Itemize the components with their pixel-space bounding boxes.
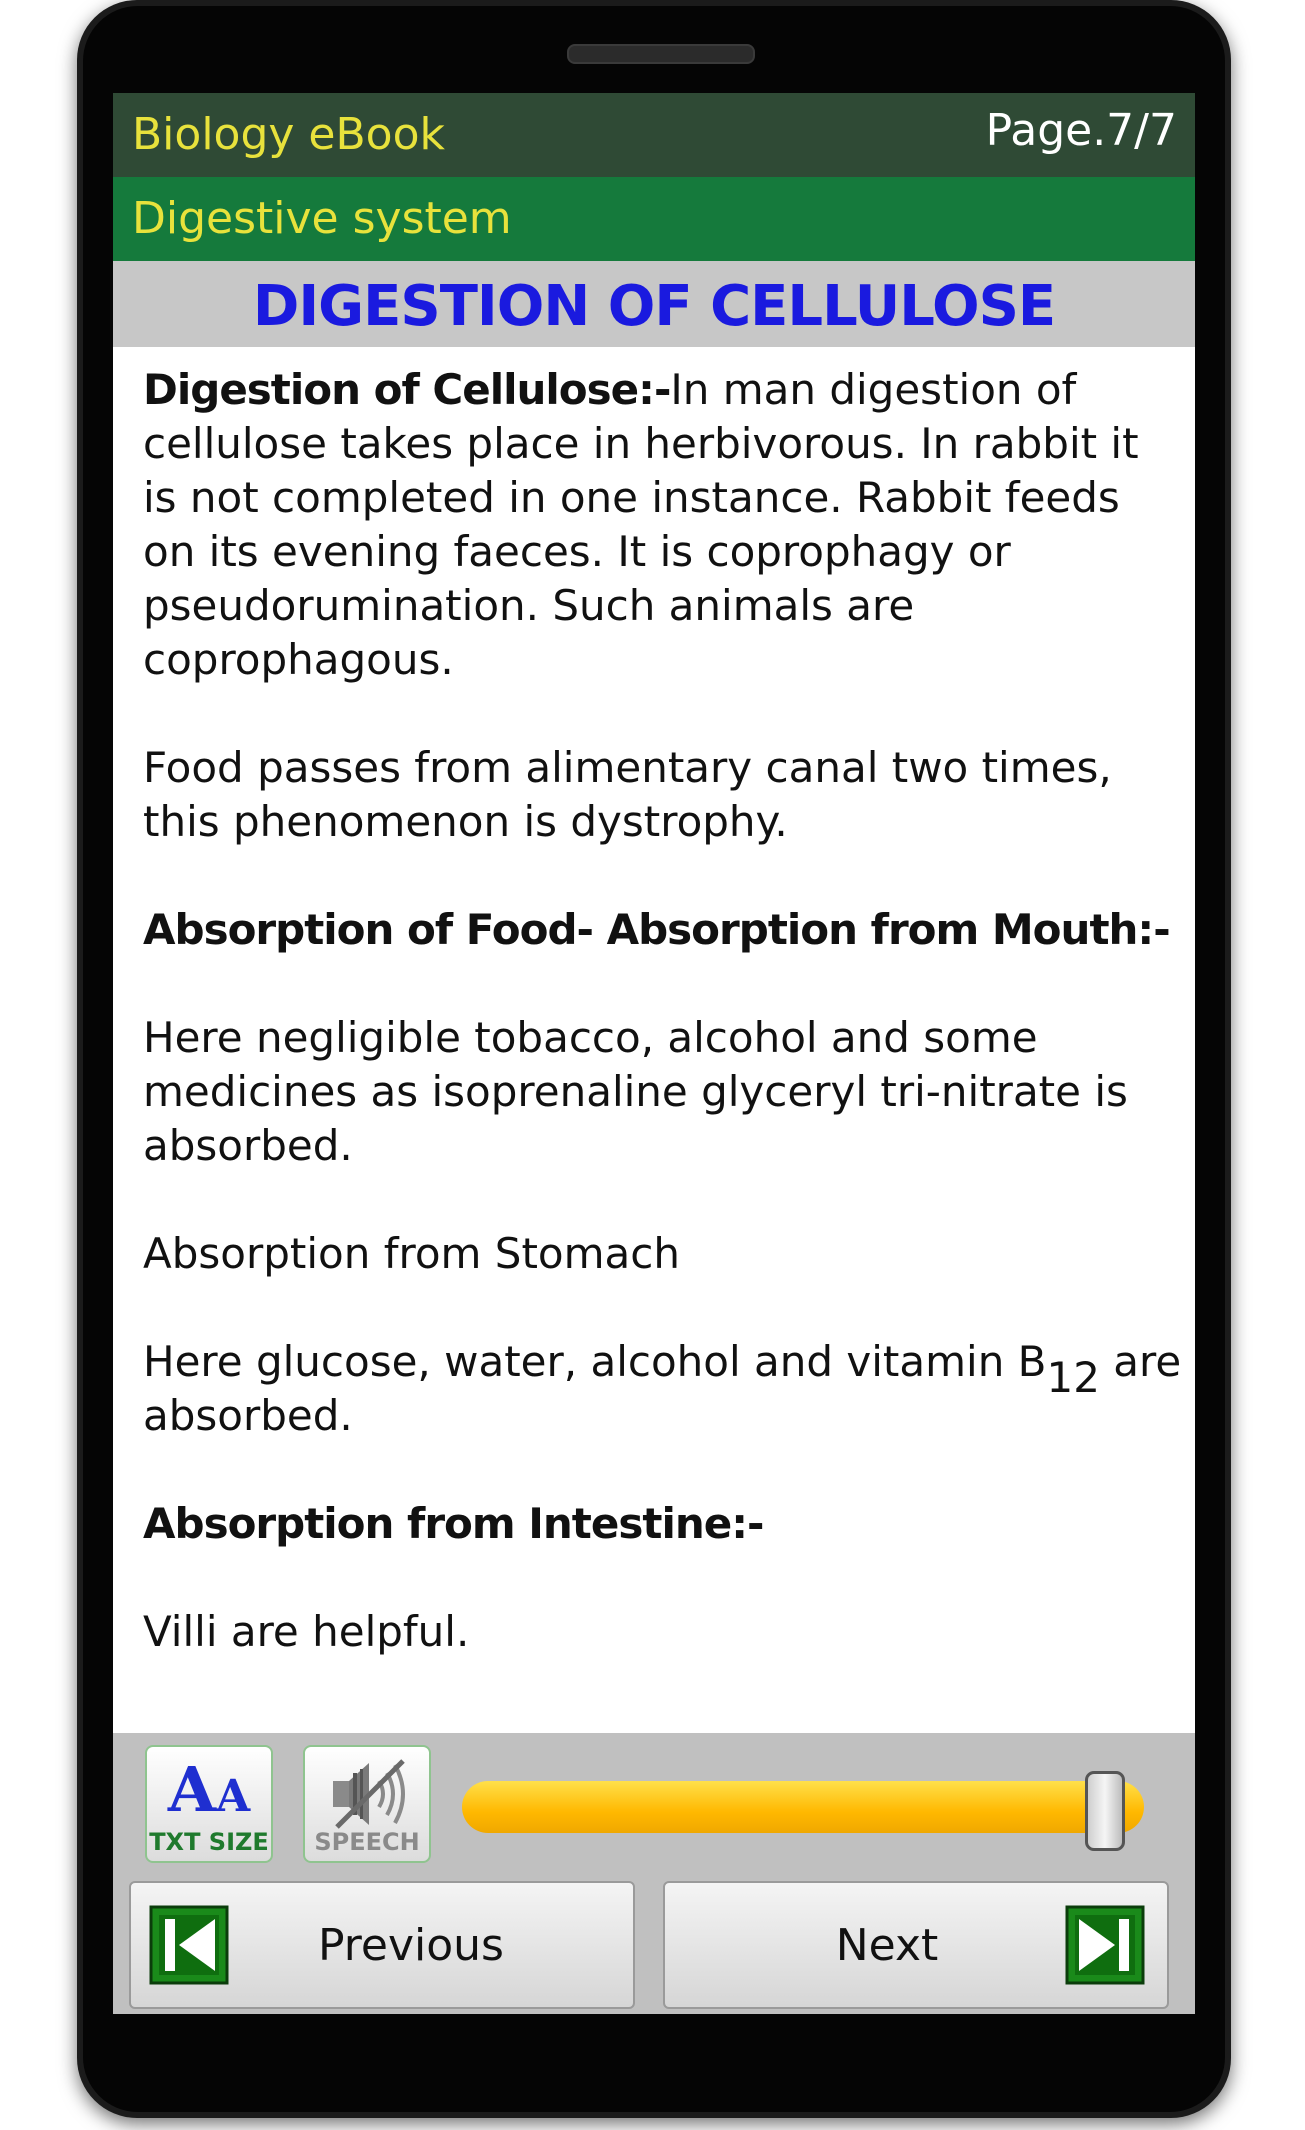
next-label: Next bbox=[835, 1920, 939, 1971]
page-indicator: Page.7/7 bbox=[985, 105, 1177, 156]
absorption-intestine-heading: Absorption from Intestine:- bbox=[143, 1499, 764, 1548]
text-size-icon: AA bbox=[167, 1753, 251, 1826]
stomach-text: Here glucose, water, alcohol and vitamin B bbox=[143, 1337, 1047, 1386]
slider-track[interactable] bbox=[462, 1781, 1144, 1833]
paragraph-stomach-absorption bbox=[143, 1335, 1183, 1443]
bottom-toolbar bbox=[113, 1733, 1195, 2014]
text-size-label: TXT SIZE bbox=[149, 1828, 269, 1856]
speaker-muted-icon bbox=[323, 1755, 415, 1833]
slider-thumb[interactable] bbox=[1085, 1771, 1125, 1851]
paragraph-cellulose bbox=[143, 363, 1183, 687]
text-size-button[interactable] bbox=[145, 1745, 273, 1863]
next-button[interactable] bbox=[663, 1881, 1169, 2009]
app-title: Biology eBook bbox=[132, 109, 446, 160]
speech-label: SPEECH bbox=[314, 1828, 420, 1856]
cellulose-text: In man digestion of cellulose takes place in herbivorous. In rabbit it is not completed in one instance. Rabbit feeds on its evening faeces. It is coprophagy or pseudorumination. Such animals are coprophagous. bbox=[143, 365, 1139, 684]
stomach-text-end: are absorbed. bbox=[143, 1337, 1182, 1440]
paragraph-dystrophy: Food passes from alimentary canal two times, this phenomenon is dystrophy. bbox=[143, 743, 1112, 846]
previous-button[interactable] bbox=[129, 1881, 635, 2009]
article-content[interactable] bbox=[143, 363, 1183, 1713]
chapter-title: Digestive system bbox=[132, 193, 512, 244]
earpiece-speaker bbox=[567, 44, 755, 64]
absorption-stomach-heading: Absorption from Stomach bbox=[143, 1229, 680, 1278]
title-bar bbox=[113, 93, 1195, 177]
section-heading-bar bbox=[113, 261, 1195, 347]
app-screen bbox=[113, 93, 1195, 2014]
section-heading: DIGESTION OF CELLULOSE bbox=[252, 274, 1056, 339]
skip-forward-icon bbox=[1065, 1905, 1145, 1985]
chapter-bar bbox=[113, 177, 1195, 261]
vitamin-subscript: 12 bbox=[1046, 1353, 1100, 1402]
cellulose-heading: Digestion of Cellulose:- bbox=[143, 365, 671, 414]
speech-button[interactable] bbox=[303, 1745, 431, 1863]
previous-label: Previous bbox=[318, 1920, 504, 1971]
absorption-mouth-heading: Absorption of Food- Absorption from Mouth:- bbox=[143, 905, 1170, 954]
paragraph-mouth-absorption: Here negligible tobacco, alcohol and some medicines as isoprenaline glyceryl tri-nitrate is absorbed. bbox=[143, 1013, 1128, 1170]
paragraph-villi: Villi are helpful. bbox=[143, 1607, 470, 1656]
page-slider[interactable] bbox=[462, 1777, 1144, 1837]
